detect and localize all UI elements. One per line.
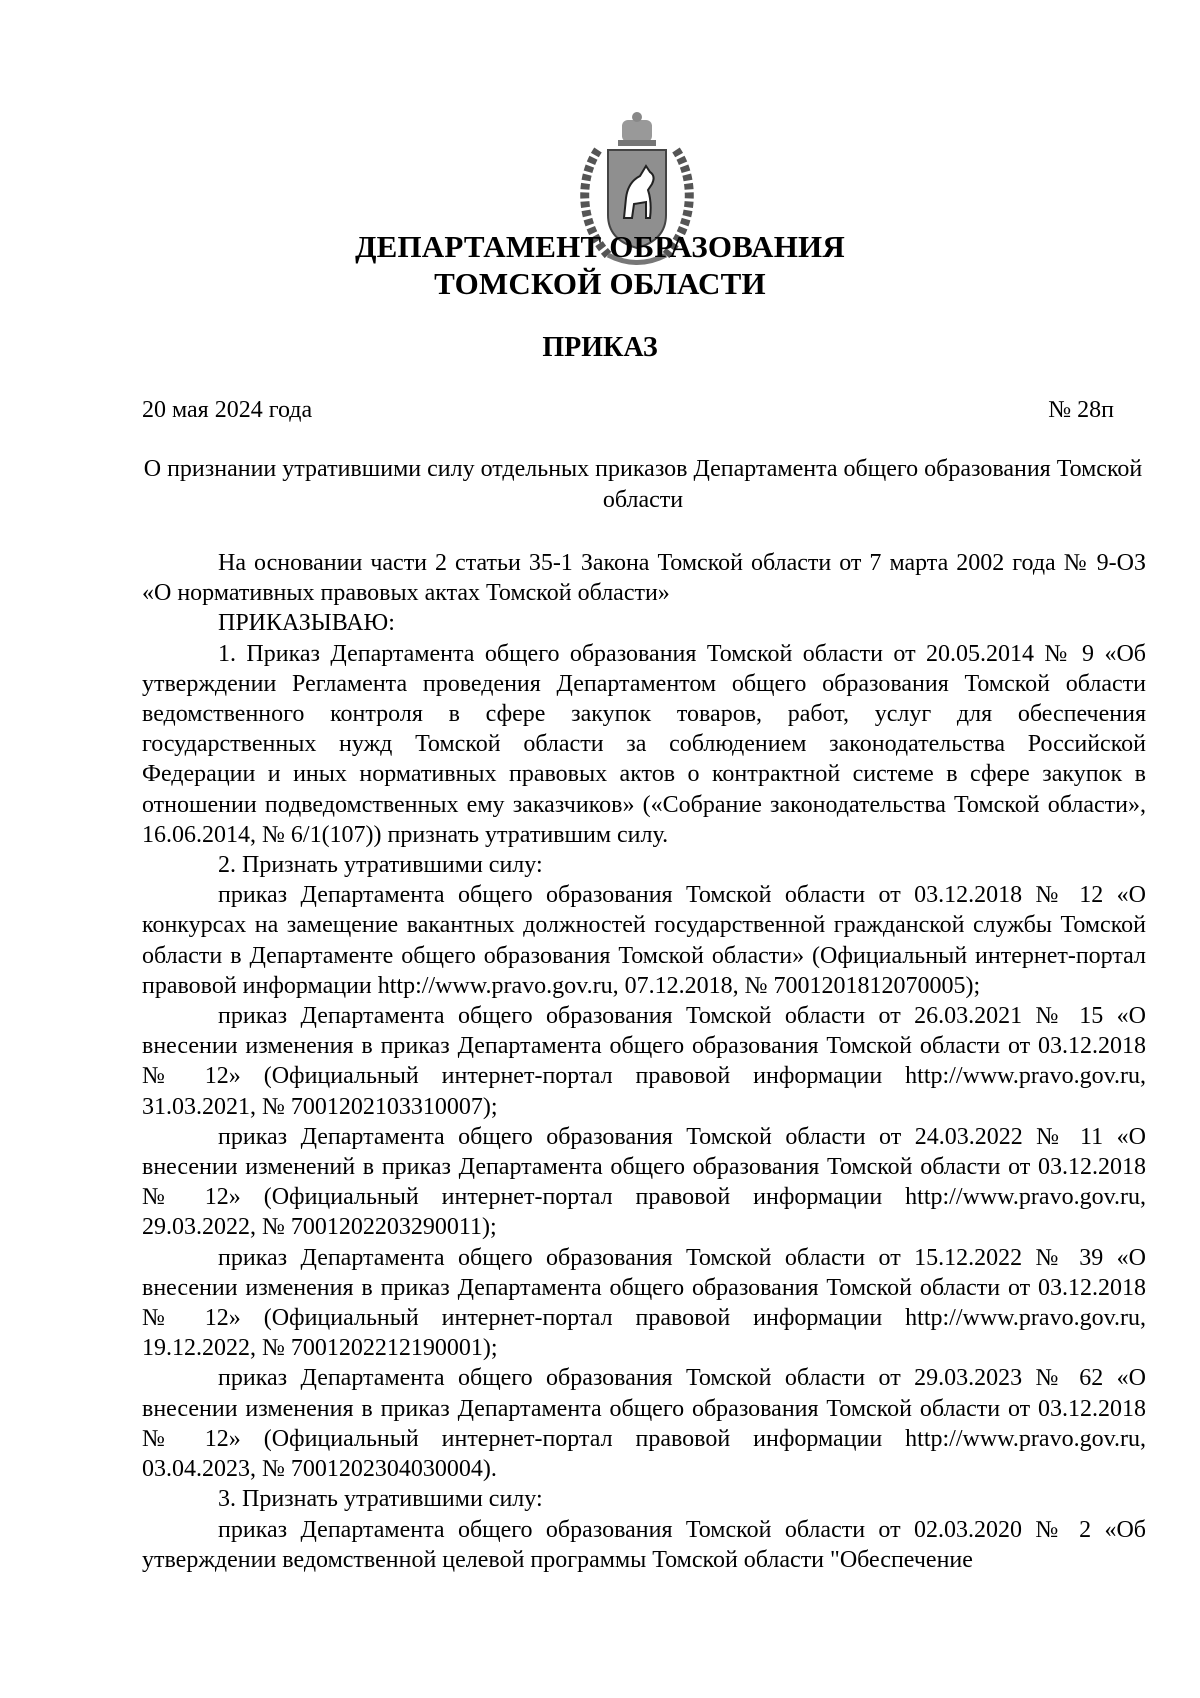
paragraph: приказ Департамента общего образования Томской области от 24.03.2022 № 11 «О внесении изменений в приказ Департамента общего образования Томской области от 03.12.2018 № 12» (Официальный интернет-портал правовой информации http://www.pravo.gov.ru, 29.03.2022, № 7001202203290011); [142,1123,1146,1241]
org-line-1: ДЕПАРТАМЕНТ ОБРАЗОВАНИЯ [355,229,845,264]
document-type: ПРИКАЗ [542,332,658,363]
document-body [142,548,1146,1575]
paragraph: приказ Департамента общего образования Томской области от 15.12.2022 № 39 «О внесении изменения в приказ Департамента общего образования Томской области от 03.12.2018 № 12» (Официальный интернет-портал правовой информации http://www.pravo.gov.ru, 19.12.2022, № 7001202212190001); [142,1244,1146,1362]
paragraph: 3. Признать утратившими силу: [218,1486,543,1513]
document-number: № 28п [1048,397,1114,423]
paragraph: приказ Департамента общего образования Томской области от 02.03.2020 № 2 «Об утверждении ведомственной целевой программы Томской области "Обеспечение [142,1516,1146,1573]
paragraph: приказ Департамента общего образования Томской области от 26.03.2021 № 15 «О внесении изменения в приказ Департамента общего образования Томской области от 03.12.2018 № 12» (Официальный интернет-портал правовой информации http://www.pravo.gov.ru, 31.03.2021, № 7001202103310007); [142,1003,1146,1120]
paragraph: На основании части 2 статьи 35-1 Закона Томской области от 7 марта 2002 года № 9-ОЗ «О нормативных правовых актах Томской области» [142,550,1146,607]
document-date: 20 мая 2024 года [142,397,313,423]
paragraph: 2. Признать утратившими силу: [218,852,543,879]
organization-name [0,228,1200,302]
date-number-row [142,395,1114,425]
paragraph: приказ Департамента общего образования Томской области от 03.12.2018 № 12 «О конкурсах на замещение вакантных должностей государственной гражданской службы Томской области в Департаменте общего образования Томской области» (Официальный интернет-портал правовой информации http://www.pravo.gov.ru, 07.12.2018, № 7001201812070005); [142,882,1146,999]
paragraph: ПРИКАЗЫВАЮ: [218,610,395,637]
org-line-2: ТОМСКОЙ ОБЛАСТИ [434,266,766,301]
paragraph: 1. Приказ Департамента общего образования Томской области от 20.05.2014 № 9 «Об утверждении Регламента проведения Департаментом общего образования Томской области ведомственного контроля в сфере закупок товаров, работ, услуг для обеспечения государственных нужд Томской области за соблюдением законодательства Российской Федерации и иных нормативных правовых актов о контрактной системе в сфере закупок в отношении подведомственных ему заказчиков» («Собрание законодательства Томской области», 16.06.2014, № 6/1(107)) признать утратившим силу. [142,640,1146,848]
document-subject: О признании утратившими силу отдельных приказов Департамента общего образования Томской области [143,456,1143,513]
paragraph: приказ Департамента общего образования Томской области от 29.03.2023 № 62 «О внесении изменения в приказ Департамента общего образования Томской области от 03.12.2018 № 12» (Официальный интернет-портал правовой информации http://www.pravo.gov.ru, 03.04.2023, № 7001202304030004). [142,1365,1146,1483]
